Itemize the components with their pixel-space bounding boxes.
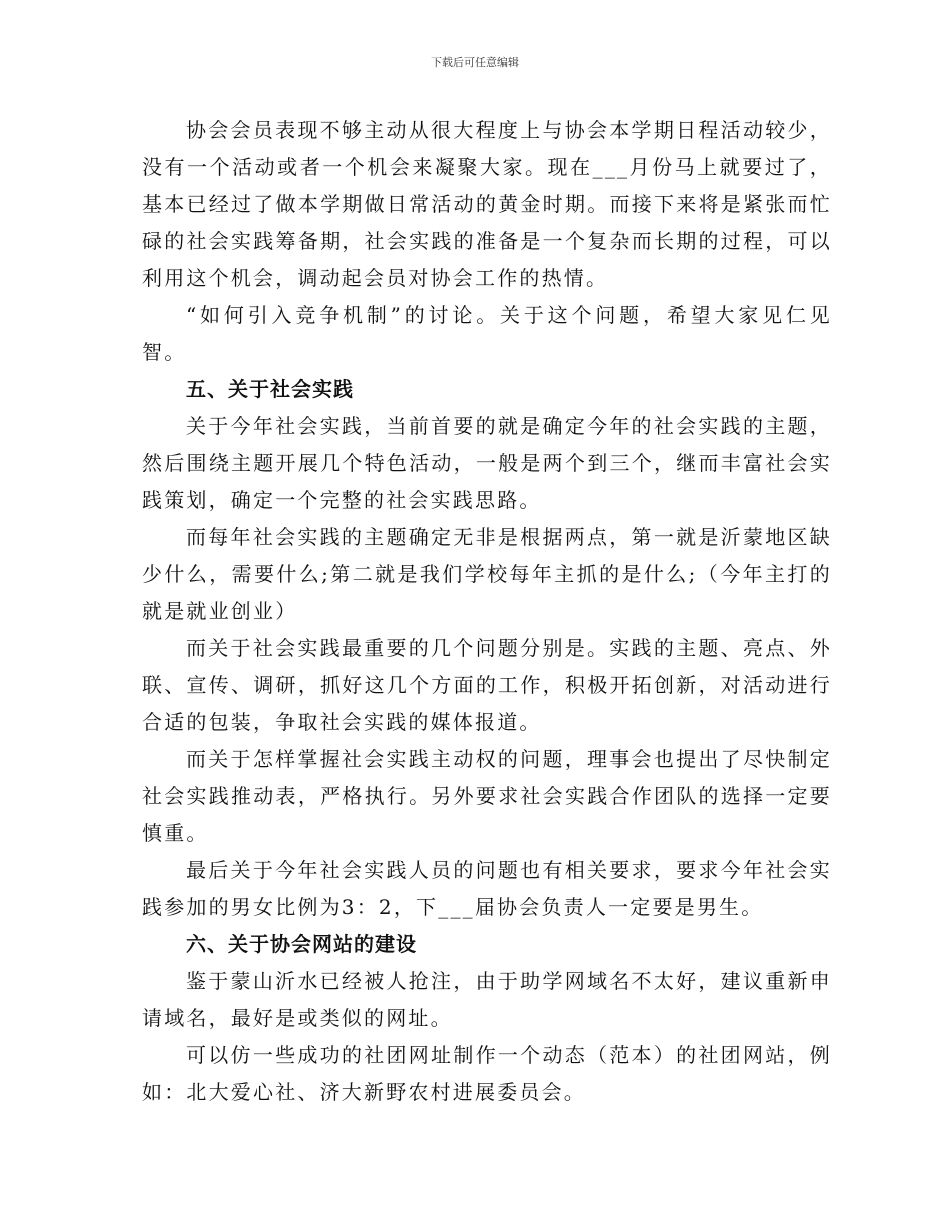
paragraph-website-examples: 可以仿一些成功的社团网址制作一个动态（范本）的社团网站，例如：北大爱心社、济大新野农村进展委员会。 [142,1043,832,1104]
section-heading-website: 六、关于协会网站的建设 [186,932,417,956]
paragraph-theme-basis: 而每年社会实践的主题确定无非是根据两点，第一就是沂蒙地区缺少什么，需要什么;第二就是我们学校每年主抓的是什么;（今年主打的就是就业创业） [142,525,832,623]
paragraph-personnel: 最后关于今年社会实践人员的问题也有相关要求，要求今年社会实践参加的男女比例为3：2，下___届协会负责人一定要是男生。 [142,858,832,919]
paragraph-domain: 鉴于蒙山沂水已经被人抢注，由于助学网域名不太好，建议重新申请域名，最好是或类似的网址。 [142,969,832,1030]
document-body [142,112,832,1111]
paragraph-competition-discussion: “如何引入竞争机制”的讨论。关于这个问题，希望大家见仁见智。 [142,303,832,364]
paragraph-member-activity: 协会会员表现不够主动从很大程度上与协会本学期日程活动较少，没有一个活动或者一个机会来凝聚大家。现在___月份马上就要过了，基本已经过了做本学期做日常活动的黄金时期。而接下来将是紧张而忙碌的社会实践筹备期，社会实践的准备是一个复杂而长期的过程，可以利用这个机会，调动起会员对协会工作的热情。 [142,118,832,290]
section-heading-social-practice: 五、关于社会实践 [186,377,354,401]
paragraph-initiative: 而关于怎样掌握社会实践主动权的问题，理事会也提出了尽快制定社会实践推动表，严格执行。另外要求社会实践合作团队的选择一定要慎重。 [142,747,832,845]
paragraph-key-issues: 而关于社会实践最重要的几个问题分别是。实践的主题、亮点、外联、宣传、调研，抓好这几个方面的工作，积极开拓创新，对活动进行合适的包装，争取社会实践的媒体报道。 [142,636,832,734]
paragraph-practice-theme: 关于今年社会实践，当前首要的就是确定今年的社会实践的主题，然后围绕主题开展几个特色活动，一般是两个到三个，继而丰富社会实践策划，确定一个完整的社会实践思路。 [142,414,832,512]
page-header: 下载后可任意编辑 [431,56,519,69]
